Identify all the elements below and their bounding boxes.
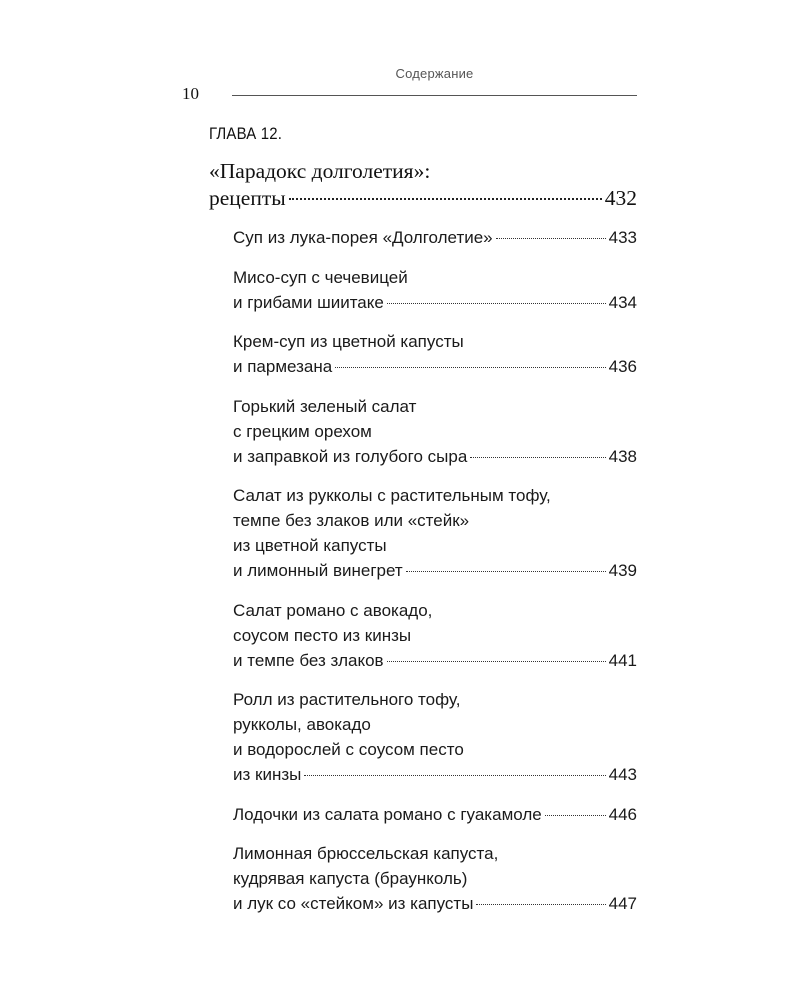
dot-leader — [335, 367, 605, 368]
toc-entry-title-line: Крем-суп из цветной капусты — [233, 332, 464, 351]
toc-entry-lead-line — [233, 762, 637, 787]
dot-leader — [476, 904, 605, 905]
toc-entry[interactable] — [233, 687, 637, 787]
toc-entry[interactable] — [233, 329, 637, 379]
toc-entry-lead-line — [233, 225, 637, 250]
toc-entry-lead-line — [233, 891, 637, 916]
running-head: Содержание — [395, 66, 474, 81]
toc-entry-title-line: и темпе без злаков — [233, 650, 384, 670]
dot-leader — [545, 815, 606, 816]
toc-entry[interactable] — [233, 483, 637, 583]
toc-entry-title-line: и лимонный винегрет — [233, 561, 403, 580]
toc-entry-page-number: 436 — [608, 357, 637, 376]
toc-entry-page-number: 446 — [608, 804, 637, 824]
toc-entry-title-line: кудрявая капуста (браунколь) — [233, 869, 468, 888]
dot-leader — [470, 457, 605, 458]
toc-entry-lead-line — [233, 802, 637, 827]
toc-entry-title-line: Горький зеленый салат — [233, 396, 417, 416]
chapter-title — [209, 158, 637, 212]
toc-entry-title-line: и лук со «стейком» из капусты — [233, 894, 474, 913]
toc-entry-title-line: соусом песто из кинзы — [233, 625, 412, 645]
toc-entry-title-line: из цветной капусты — [233, 536, 387, 555]
toc-entry-title-line: и заправкой из голубого сыра — [233, 446, 468, 466]
toc-entry-lead-line — [233, 354, 637, 379]
toc-entry-lead-line — [233, 290, 637, 315]
chapter-title-lead-line — [209, 185, 637, 212]
toc-entry[interactable] — [233, 265, 637, 315]
toc-entry-lead-line — [233, 558, 637, 583]
toc-entry-title-line: и грибами шиитаке — [233, 292, 384, 312]
toc-entry-title-line: рукколы, авокадо — [233, 715, 371, 734]
toc-entry-title-line: и водорослей с соусом песто — [233, 740, 464, 759]
toc-entry-page-number: 441 — [608, 650, 637, 670]
dot-leader — [387, 661, 606, 662]
toc-entry-title-line: Салат романо с авокадо, — [233, 600, 433, 620]
toc-entry-title-line: Лодочки из салата романо с гуакамоле — [233, 804, 542, 824]
toc-entry-lead-line — [233, 444, 637, 469]
chapter-label: ГЛАВА 12. — [209, 124, 283, 143]
toc-entry-lead-line — [233, 648, 637, 673]
toc-entry-title-line: с грецким орехом — [233, 421, 372, 441]
toc-entry-page-number: 433 — [608, 228, 637, 247]
toc-entry-page-number: 438 — [608, 446, 637, 466]
toc-entry-list — [233, 225, 637, 931]
toc-entry-page-number: 439 — [608, 561, 637, 580]
page-number: 10 — [182, 84, 199, 103]
toc-entry-page-number: 447 — [608, 894, 637, 913]
chapter-page-number: 432 — [604, 186, 637, 210]
dot-leader — [304, 775, 605, 776]
toc-entry[interactable] — [233, 598, 637, 673]
dot-leader — [387, 303, 606, 304]
toc-entry-title-line: темпе без злаков или «стейк» — [233, 511, 470, 530]
toc-entry[interactable] — [233, 394, 637, 469]
toc-entry-page-number: 434 — [608, 292, 637, 312]
toc-entry-title-line: Ролл из растительного тофу, — [233, 690, 461, 709]
toc-entry-title-line: из кинзы — [233, 765, 302, 784]
toc-entry-title-line: и пармезана — [233, 357, 333, 376]
chapter-title-line: рецепты — [209, 186, 286, 210]
toc-entry-title-line: Лимонная брюссельская капуста, — [233, 844, 499, 863]
dot-leader — [496, 238, 606, 239]
toc-entry-title-line: Салат из рукколы с растительным тофу, — [233, 486, 551, 505]
toc-entry[interactable] — [233, 225, 637, 250]
dot-leader — [289, 198, 602, 200]
toc-entry[interactable] — [233, 841, 637, 916]
toc-entry[interactable] — [233, 802, 637, 827]
dot-leader — [406, 571, 606, 572]
toc-entry-title-line: Мисо-суп с чечевицей — [233, 267, 408, 287]
toc-entry-page-number: 443 — [608, 765, 637, 784]
toc-entry-title-line: Суп из лука-порея «Долголетие» — [233, 228, 493, 247]
header-rule — [232, 95, 637, 96]
chapter-title-line: «Парадокс долголетия»: — [209, 159, 431, 183]
